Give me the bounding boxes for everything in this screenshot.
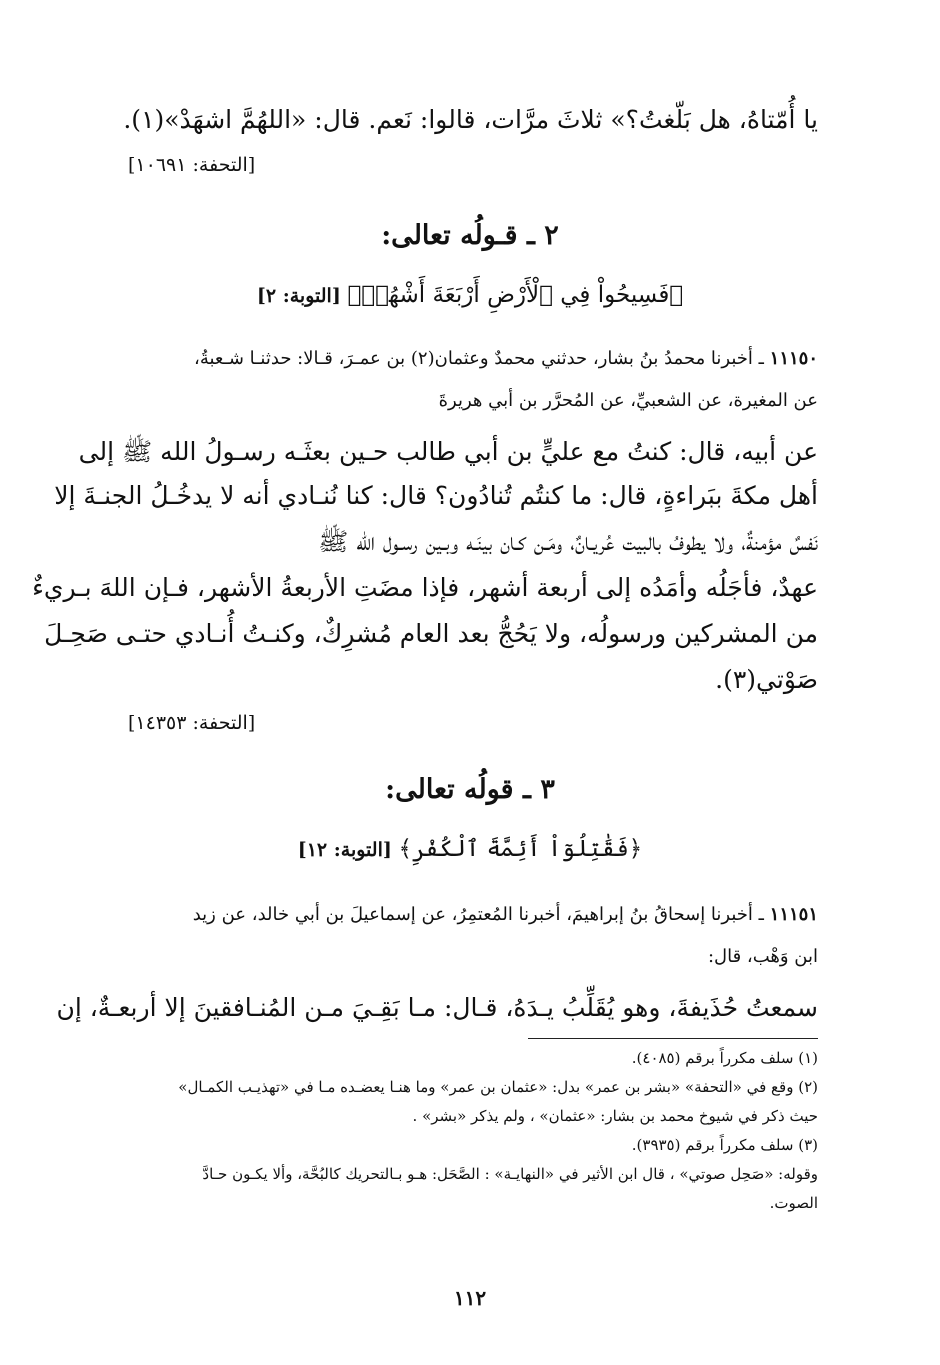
hadith-number: ١١١٥٠ [769, 348, 818, 369]
text-line-continuation: يا أُمّتاهُ، هل بَلّغتُ؟» ثلاثَ مرَّات، قالوا: نَعم. قال: «اللهُمَّ اشهَدْ»(١). [123, 105, 818, 134]
section-2-ayah [0, 282, 940, 308]
section-3-heading: ٣ ـ قولُه تعالى: [385, 774, 555, 805]
footnote-3-continued: وقوله: «صَحِل صوتي» ، قال ابن الأثير في «النهايـة» : الصَّحَل: هـو بـالتحريك كالبُحَّة، وألا يكـون حـادَّ [202, 1165, 818, 1183]
section-3-verse: ﴿فَقَٰتِلُوٓاْ أَئِمَّةَ ٱلْكُفْرِ﴾ [398, 836, 643, 862]
hadith-number: ١١١٥١ [769, 904, 818, 925]
page-number: ١١٢ [453, 1286, 487, 1310]
section-2-heading: ٢ ـ قـولُه تعالى: [381, 220, 559, 251]
isnad-text: ـ أخبرنا إسحاقُ بنُ إبراهيمَ، أخبرنا المُعتمِرُ، عن إسماعيلَ بن أبي خالد، عن زيد [192, 904, 764, 925]
footnote-2-continued: حيث ذكر في شيوخ محمد بن بشار: «عثمان» ، ولم يذكر «بشر» . [412, 1107, 818, 1125]
hadith-11151-isnad-line-1 [122, 900, 818, 930]
footnote-3: (٣) سلف مكرراً برقم (٣٩٣٥). [631, 1136, 818, 1154]
hadith-11150-isnad-line-1 [122, 344, 818, 374]
footnotes [122, 1044, 818, 1218]
tuhfa-reference-1: [التحفة: ١٠٦٩١] [128, 154, 256, 176]
footnote-2: (٢) وقع في «التحفة» «بشر بن عمر» بدل: «عثمان بن عمر» وما هنـا يعضـده مـا في «تهذيـب الكمـال» [178, 1078, 818, 1096]
matn-line: أهل مكةَ ببَراءةٍ، قال: ما كنتُم تُنادُون؟ قال: كنا نُنـادي أنه لا يدخُـلُ الجنـةَ إلا [54, 481, 818, 510]
section-3-ayah [0, 836, 940, 862]
matn-line: سمعتُ حُذَيفةَ، وهو يُقَلِّبُ يـدَهُ، قـال: مـا بَقِـيَ مـن المُنـافقينَ إلا أربعـةٌ، إن [56, 993, 818, 1022]
matn-line: عن أبيه، قال: كنتُ مع عليٍّ بن أبي طالب حـين بعثَـه رسـولُ الله ﷺ إلى [78, 437, 818, 466]
hadith-11151-isnad-line-2: ابن وَهْب، قال: [707, 946, 818, 967]
section-3-verse-source: [التوبة: ١٢] [297, 839, 392, 861]
footnote-divider [528, 1038, 818, 1039]
matn-line: عهدٌ، فأجَلُه وأمَدُه إلى أربعة أشهر، فإذا مضَتِ الأربعةُ الأشهر، فـإن اللهَ بـريءٌ [32, 573, 818, 602]
tuhfa-reference-2: [التحفة: ١٤٣٥٣] [128, 712, 256, 734]
matn-line: من المشركين ورسولُه، ولا يَحُجُّ بعد العام مُشرِكٌ، وكنـتُ أُنـادي حتـى صَحِـلَ [44, 619, 818, 648]
matn-line: صَوْتي(٣). [715, 665, 818, 694]
hadith-11150-isnad-line-2: عن المغيرة، عن الشعبيِّ، عن المُحرَّر بن أبي هريرةَ [438, 390, 818, 411]
section-2-verse: ﴿فَسِيحُواْ فِي ٱلْأَرْضِ أَرْبَعَةَ أَشْهُرٖ﴾ [347, 282, 684, 308]
section-2-verse-source: [التوبة: ٢] [256, 285, 341, 307]
matn-line: نَفسٌ مؤمنةٌ، ولا يطوفُ بالبيت عُريـانٌ، ومَـن كـان بينَـه وبـين رسـول الله ﷺ [318, 527, 818, 556]
footnote-1: (١) سلف مكرراً برقم (٤٠٨٥). [631, 1049, 818, 1067]
footnote-3-end: الصوت. [769, 1194, 818, 1212]
isnad-text: ـ أخبرنا محمدُ بنُ بشار، حدثني محمدٌ وعثمان(٢) بن عمـرَ، قـالا: حدثنـا شـعبةُ، [194, 348, 764, 369]
